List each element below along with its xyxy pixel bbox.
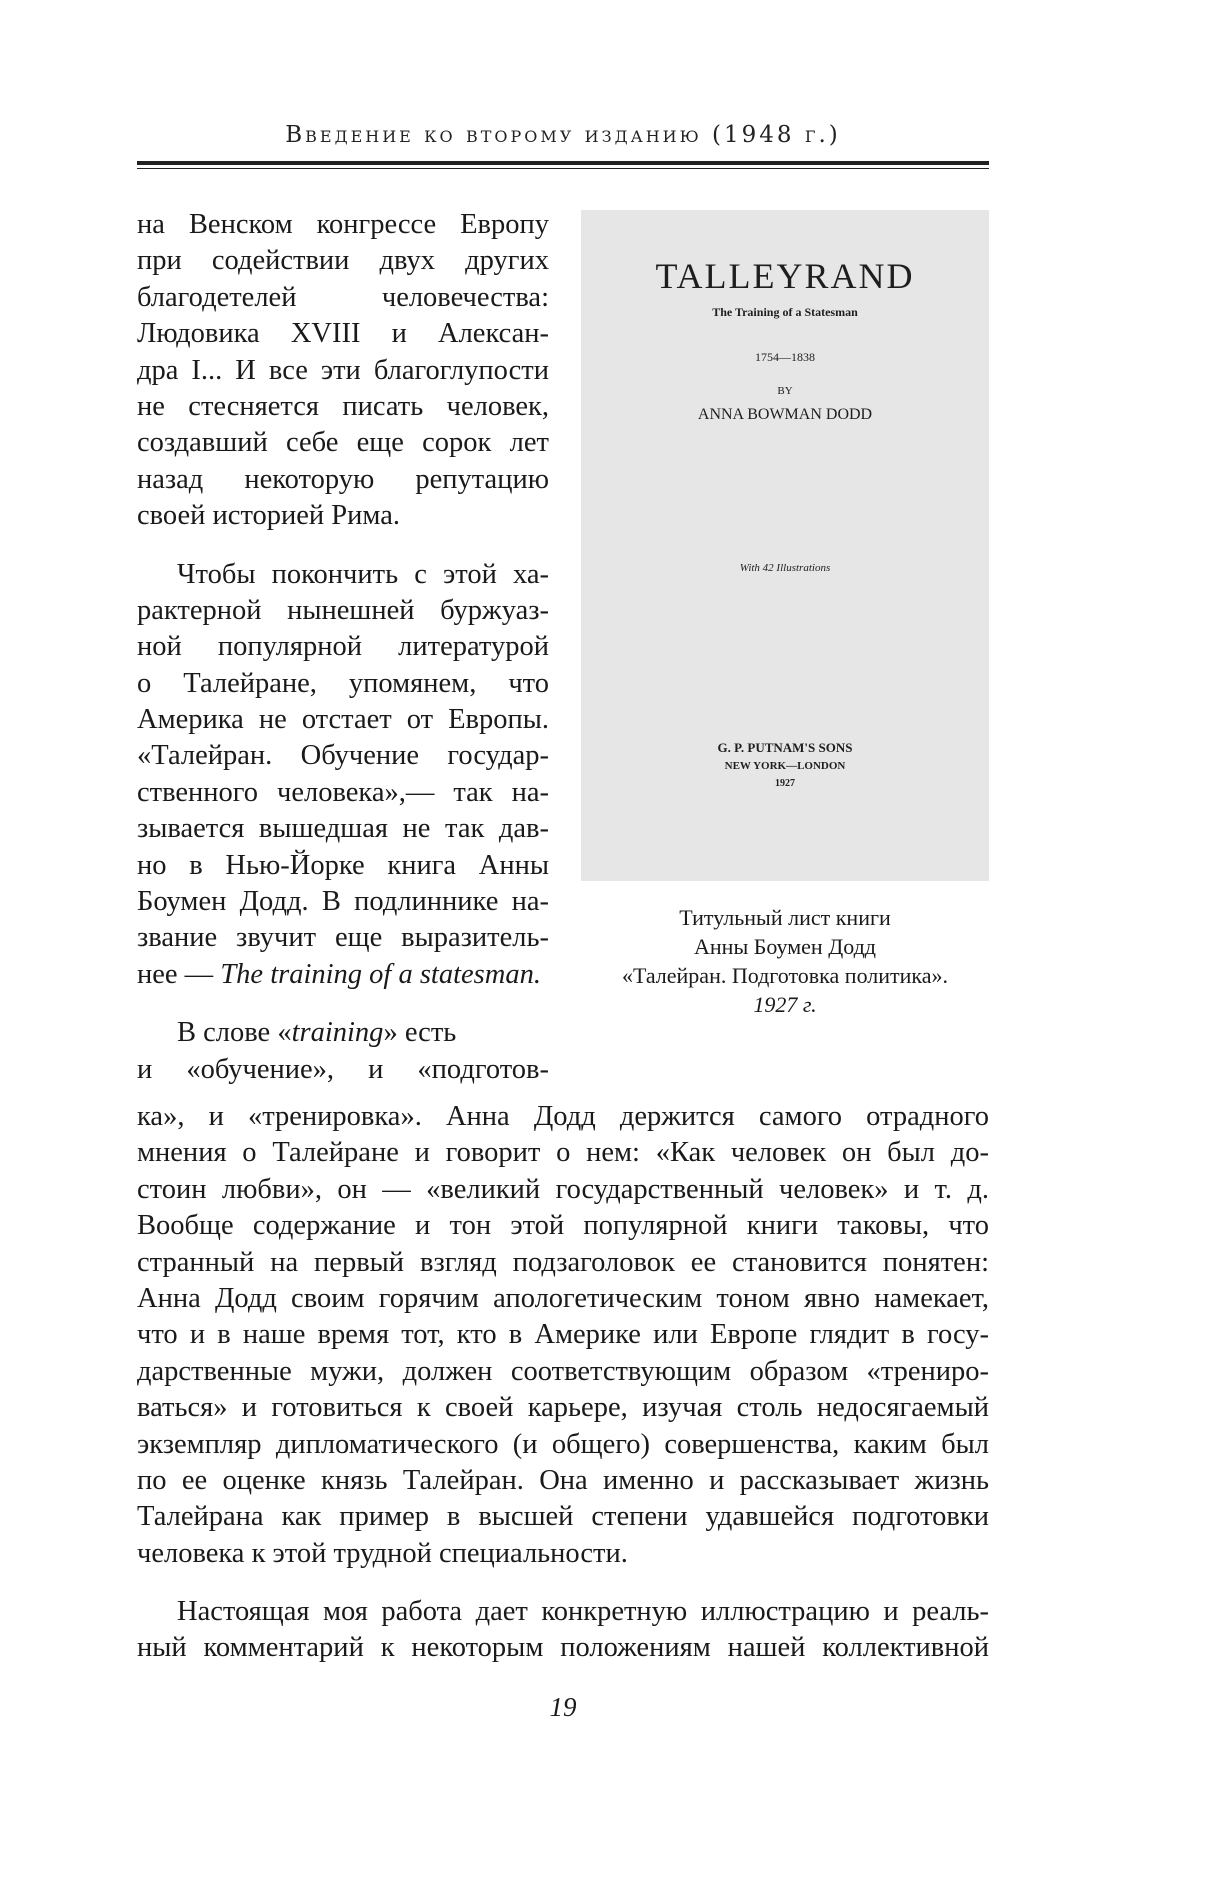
book-author: ANNA BOWMAN DODD	[697, 406, 873, 423]
english-word: training	[291, 1017, 384, 1049]
page-number: 19	[549, 1692, 577, 1722]
text-line: Боумен Додд. В подлиннике на-	[137, 886, 549, 918]
text-line: «Талейран. Обучение государ-	[137, 740, 549, 772]
text-line: экземпляр дипломатического (и общего) совершенства, каким был	[137, 1428, 989, 1460]
book-publisher: G. P. PUTNAM'S SONS	[717, 740, 853, 755]
text-line: человека к этой трудной специальности.	[137, 1537, 628, 1569]
english-title: The training of a statesman.	[220, 958, 541, 990]
text-line: Чтобы покончить с этой ха-	[177, 558, 549, 590]
text-line: не стесняется писать человек,	[137, 390, 549, 422]
text-line: Вообще содержание и тон этой популярной книги таковы, что	[137, 1210, 989, 1242]
text-line: Настоящая моя работа дает конкретную иллюстрацию и реаль-	[177, 1596, 989, 1628]
full-width-text	[137, 1099, 989, 1667]
text-line: создавший себе еще сорок лет	[137, 427, 549, 459]
book-illustrations: With 42 Illustrations	[739, 562, 831, 574]
text-line: Анна Додд своим горячим апологетическим тоном явно намекает,	[137, 1282, 989, 1314]
book-title: TALLEYRAND	[655, 256, 915, 296]
figure-caption	[581, 903, 989, 1019]
text-line: но в Нью-Йорке книга Анны	[137, 849, 549, 881]
text-line: о Талейране, упомянем, что	[137, 667, 549, 699]
text-line: ственного человека»,— так на-	[137, 776, 549, 808]
book-subtitle: The Training of a Statesman	[712, 305, 858, 319]
text-line	[137, 957, 549, 993]
caption-line: Титульный лист книги	[679, 905, 891, 930]
text-line: рактерной нынешней буржуаз-	[137, 594, 549, 626]
text-line: дарственные мужи, должен соответствующим образом «трениро-	[137, 1355, 989, 1387]
book-year: 1927	[775, 778, 795, 789]
text-line: своей историей Рима.	[137, 500, 401, 532]
left-column-text	[137, 207, 549, 1088]
book-place: NEW YORK—LONDON	[724, 760, 846, 772]
text-fragment: нее —	[137, 958, 214, 990]
header-rule-thick	[137, 161, 989, 165]
caption-line: «Талейран. Подготовка политика».	[621, 963, 949, 988]
book-by: BY	[777, 385, 793, 397]
text-line: назад некоторую репутацию	[137, 463, 549, 495]
text-line: стоин любви», он — «великий государственный человек» и т. д.	[137, 1173, 989, 1205]
text-line: что и в наше время тот, кто в Америке или Европе глядит в госу-	[137, 1319, 989, 1351]
text-line: на Венском конгрессе Европу	[137, 209, 549, 240]
title-page-image	[581, 210, 989, 881]
text-line: и «обучение», и «подготов-	[137, 1053, 549, 1085]
caption-line: Анны Боумен Додд	[694, 934, 876, 959]
text-line: дра I... И все эти благоглупости	[137, 354, 549, 386]
text-fragment: В слове «	[177, 1017, 292, 1049]
text-line: зывается вышедшая не так дав-	[137, 813, 549, 845]
text-line: звание звучит еще выразитель-	[137, 922, 549, 954]
text-line: благодетелей человечества:	[137, 281, 549, 313]
text-line: странный на первый взгляд подзаголовок ее становится понятен:	[137, 1246, 989, 1278]
header-rule-thin	[137, 168, 989, 169]
running-header: Введение ко второму изданию (1948 г.)	[285, 122, 841, 148]
caption-year: 1927 г.	[753, 992, 817, 1017]
text-line: ный комментарий к некоторым положениям нашей коллективной	[137, 1632, 989, 1664]
text-line: по ее оценке князь Талейран. Она именно и рассказывает жизнь	[137, 1464, 989, 1496]
text-line: ка», и «тренировка». Анна Додд держится самого отрадного	[137, 1101, 989, 1132]
text-line: ваться» и готовиться к своей карьере, изучая столь недосягаемый	[137, 1392, 989, 1424]
text-line: Людовика XVIII и Алексан-	[137, 318, 549, 350]
text-line: Талейрана как пример в высшей степени удавшейся подготовки	[137, 1501, 989, 1533]
text-line	[137, 1015, 549, 1051]
text-line: ной популярной литературой	[137, 631, 549, 663]
text-line: при содействии двух других	[137, 245, 549, 277]
text-line: Америка не отстает от Европы.	[137, 704, 549, 736]
book-years: 1754—1838	[755, 350, 815, 364]
text-line: мнения о Талейране и говорит о нем: «Как человек он был до-	[137, 1137, 989, 1169]
text-fragment: » есть	[383, 1017, 457, 1049]
